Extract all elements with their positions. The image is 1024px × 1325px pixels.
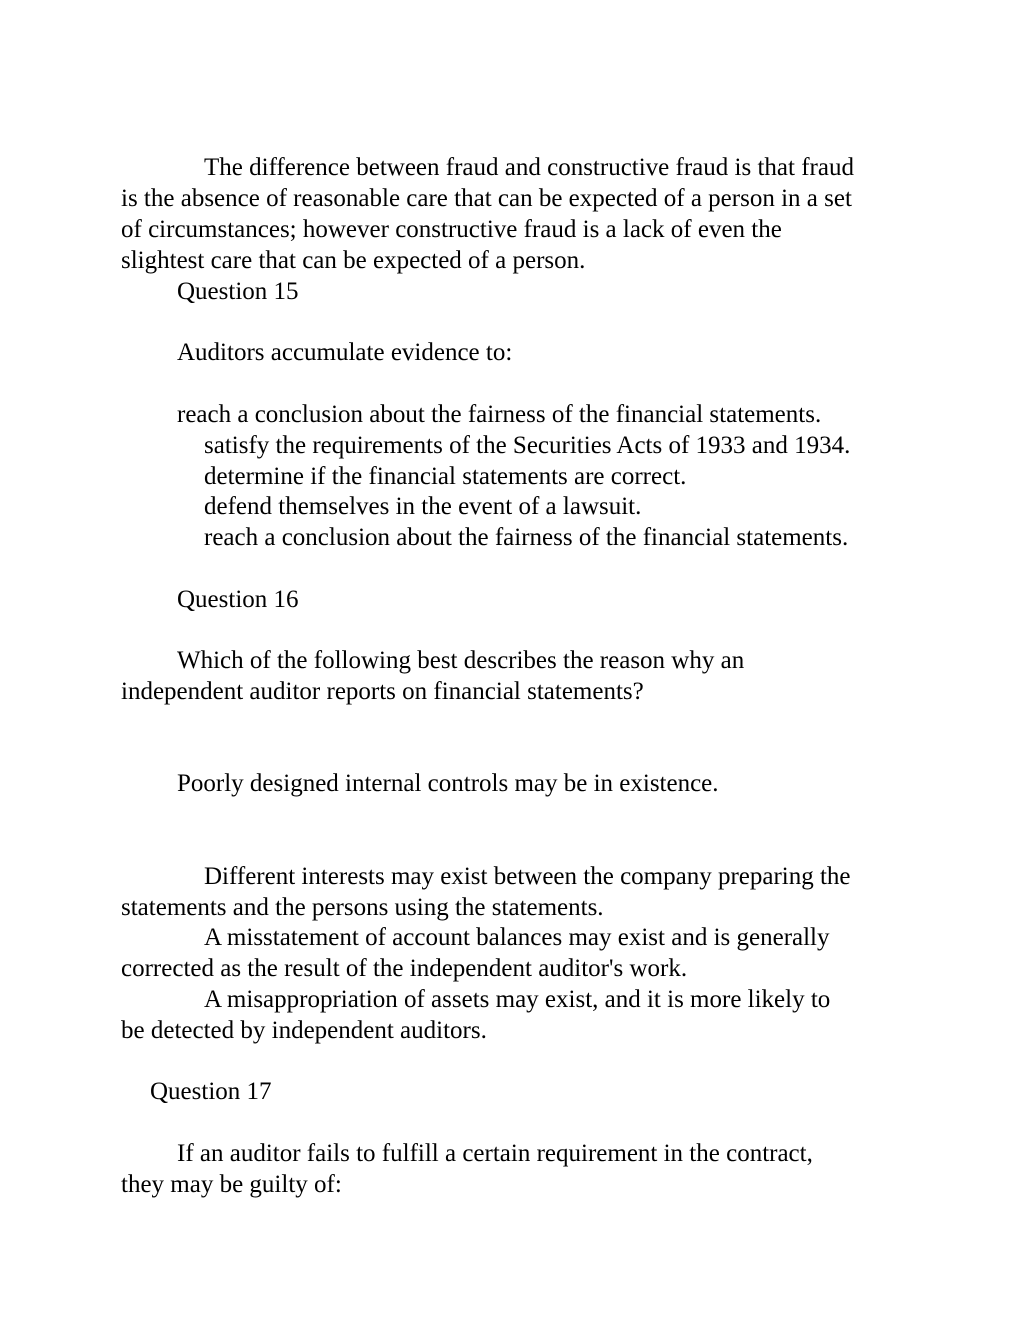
question-15-prompt: Auditors accumulate evidence to: bbox=[177, 339, 513, 366]
question-15-option: determine if the financial statements are correct. bbox=[204, 463, 687, 490]
question-16-prompt-line: independent auditor reports on financial statements? bbox=[121, 678, 644, 705]
question-17-heading: Question 17 bbox=[150, 1078, 272, 1105]
question-16-option: be detected by independent auditors. bbox=[121, 1017, 487, 1044]
question-15-selected-answer: reach a conclusion about the fairness of the financial statements. bbox=[177, 401, 822, 428]
question-16-heading: Question 16 bbox=[177, 586, 299, 613]
question-15-option: defend themselves in the event of a lawsuit. bbox=[204, 493, 642, 520]
fraud-paragraph-line: is the absence of reasonable care that can be expected of a person in a set bbox=[121, 185, 852, 212]
question-16-option: A misappropriation of assets may exist, and it is more likely to bbox=[204, 986, 831, 1013]
question-16-option: A misstatement of account balances may exist and is generally bbox=[204, 924, 830, 951]
question-17-prompt-line: they may be guilty of: bbox=[121, 1171, 342, 1198]
question-15-option: reach a conclusion about the fairness of the financial statements. bbox=[204, 524, 849, 551]
question-15-heading: Question 15 bbox=[177, 278, 299, 305]
question-16-option: corrected as the result of the independent auditor's work. bbox=[121, 955, 688, 982]
fraud-paragraph-line: of circumstances; however constructive fraud is a lack of even the bbox=[121, 216, 782, 243]
question-17-prompt-line: If an auditor fails to fulfill a certain requirement in the contract, bbox=[177, 1140, 813, 1167]
question-16-option: Different interests may exist between the company preparing the bbox=[204, 863, 851, 890]
question-16-selected-answer: Poorly designed internal controls may be in existence. bbox=[177, 770, 719, 797]
question-15-option: satisfy the requirements of the Securities Acts of 1933 and 1934. bbox=[204, 432, 851, 459]
fraud-paragraph-line: slightest care that can be expected of a person. bbox=[121, 247, 586, 274]
question-16-option: statements and the persons using the statements. bbox=[121, 894, 604, 921]
fraud-paragraph-line: The difference between fraud and constructive fraud is that fraud bbox=[204, 154, 854, 181]
question-16-prompt-line: Which of the following best describes the reason why an bbox=[177, 647, 745, 674]
